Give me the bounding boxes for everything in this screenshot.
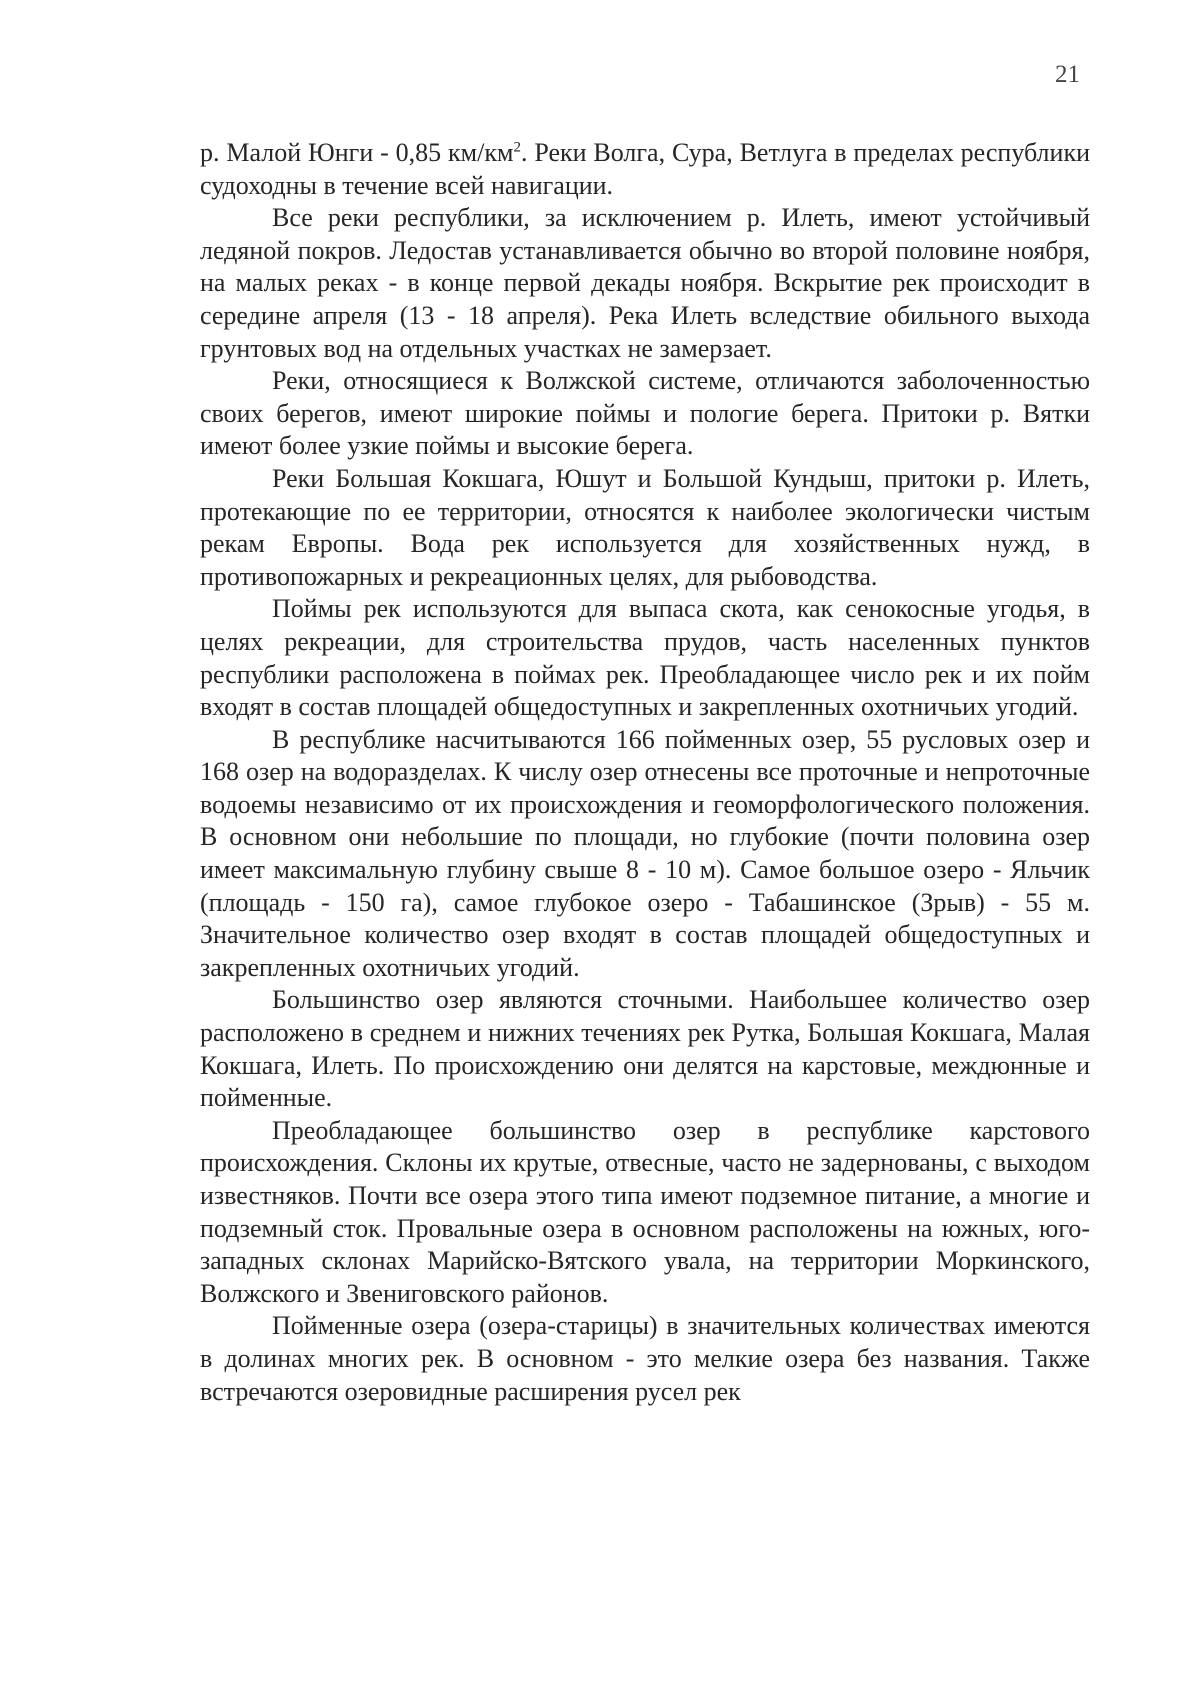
page-number: 21 — [1055, 61, 1080, 88]
paragraph-lakes-drainage: Большинство озер являются сточными. Наибольшее количество озер расположено в среднем и нижних течениях рек Рутка, Большая Кокшага, Малая Кокшага, Илеть. По происхождению они делятся на карстовые, междюнные и пойменные. — [200, 985, 1090, 1113]
document-body — [200, 137, 1090, 1408]
paragraph-karst-lakes: Преобладающее большинство озер в республике карстового происхождения. Склоны их крутые, отвесные, часто не задернованы, с выходом известняков. Почти все озера этого типа имеют подземное питание, а многие и подземный сток. Провальные озера в основном расположены на южных, юго-западных склонах Марийско-Вятского увала, на территории Моркинского, Волжского и Звениговского районов. — [200, 1115, 1090, 1308]
paragraph-text: . Реки Волга, Сура, Ветлуга в пределах республики судоходны в течение всей навигации. — [200, 138, 1090, 200]
paragraph-oxbow-lakes: Пойменные озера (озера-старицы) в значительных количествах имеются в долинах многих рек. В основном - это мелкие озера без названия. Также встречаются озеровидные расширения русел рек — [200, 1311, 1090, 1406]
paragraph-river-ice: Все реки республики, за исключением р. Илеть, имеют устойчивый ледяной покров. Ледостав устанавливается обычно во второй половине ноября, на малых реках - в конце первой декады ноября. Вскрытие рек происходит в середине апреля (13 - 18 апреля). Река Илеть вследствие обильного выхода грунтовых вод на отдельных участках не замерзает. — [200, 203, 1090, 363]
paragraph-continuation — [200, 137, 1090, 202]
paragraph-clean-rivers: Реки Большая Кокшага, Юшут и Большой Кундыш, притоки р. Илеть, протекающие по ее территории, относятся к наиболее экологически чистым рекам Европы. Вода рек используется для хозяйственных нужд, в противопожарных и рекреационных целях, для рыбоводства. — [200, 463, 1090, 591]
superscript: 2 — [513, 139, 521, 156]
paragraph-floodplains: Поймы рек используются для выпаса скота, как сенокосные угодья, в целях рекреации, для строительства прудов, часть населенных пунктов республики расположена в поймах рек. Преобладающее число рек и их пойм входят в состав площадей общедоступных и закрепленных охотничьих угодий. — [200, 594, 1090, 722]
paragraph-lakes-count: В республике насчитываются 166 пойменных озер, 55 русловых озер и 168 озер на водоразделах. К числу озер отнесены все проточные и непроточные водоемы независимо от их происхождения и геоморфологического положения. В основном они небольшие по площади, но глубокие (почти половина озер имеет максимальную глубину свыше 8 - 10 м). Самое большое озеро - Яльчик (площадь - 150 га), самое глубокое озеро - Табашинское (Зрыв) - 55 м. Значительное количество озер входят в состав площадей общедоступных и закрепленных охотничьих угодий. — [200, 724, 1090, 982]
paragraph-river-banks: Реки, относящиеся к Волжской системе, отличаются заболоченностью своих берегов, имеют широкие поймы и пологие берега. Притоки р. Вятки имеют более узкие поймы и высокие берега. — [200, 366, 1090, 461]
paragraph-text: р. Малой Юнги - 0,85 км/км — [200, 138, 514, 167]
